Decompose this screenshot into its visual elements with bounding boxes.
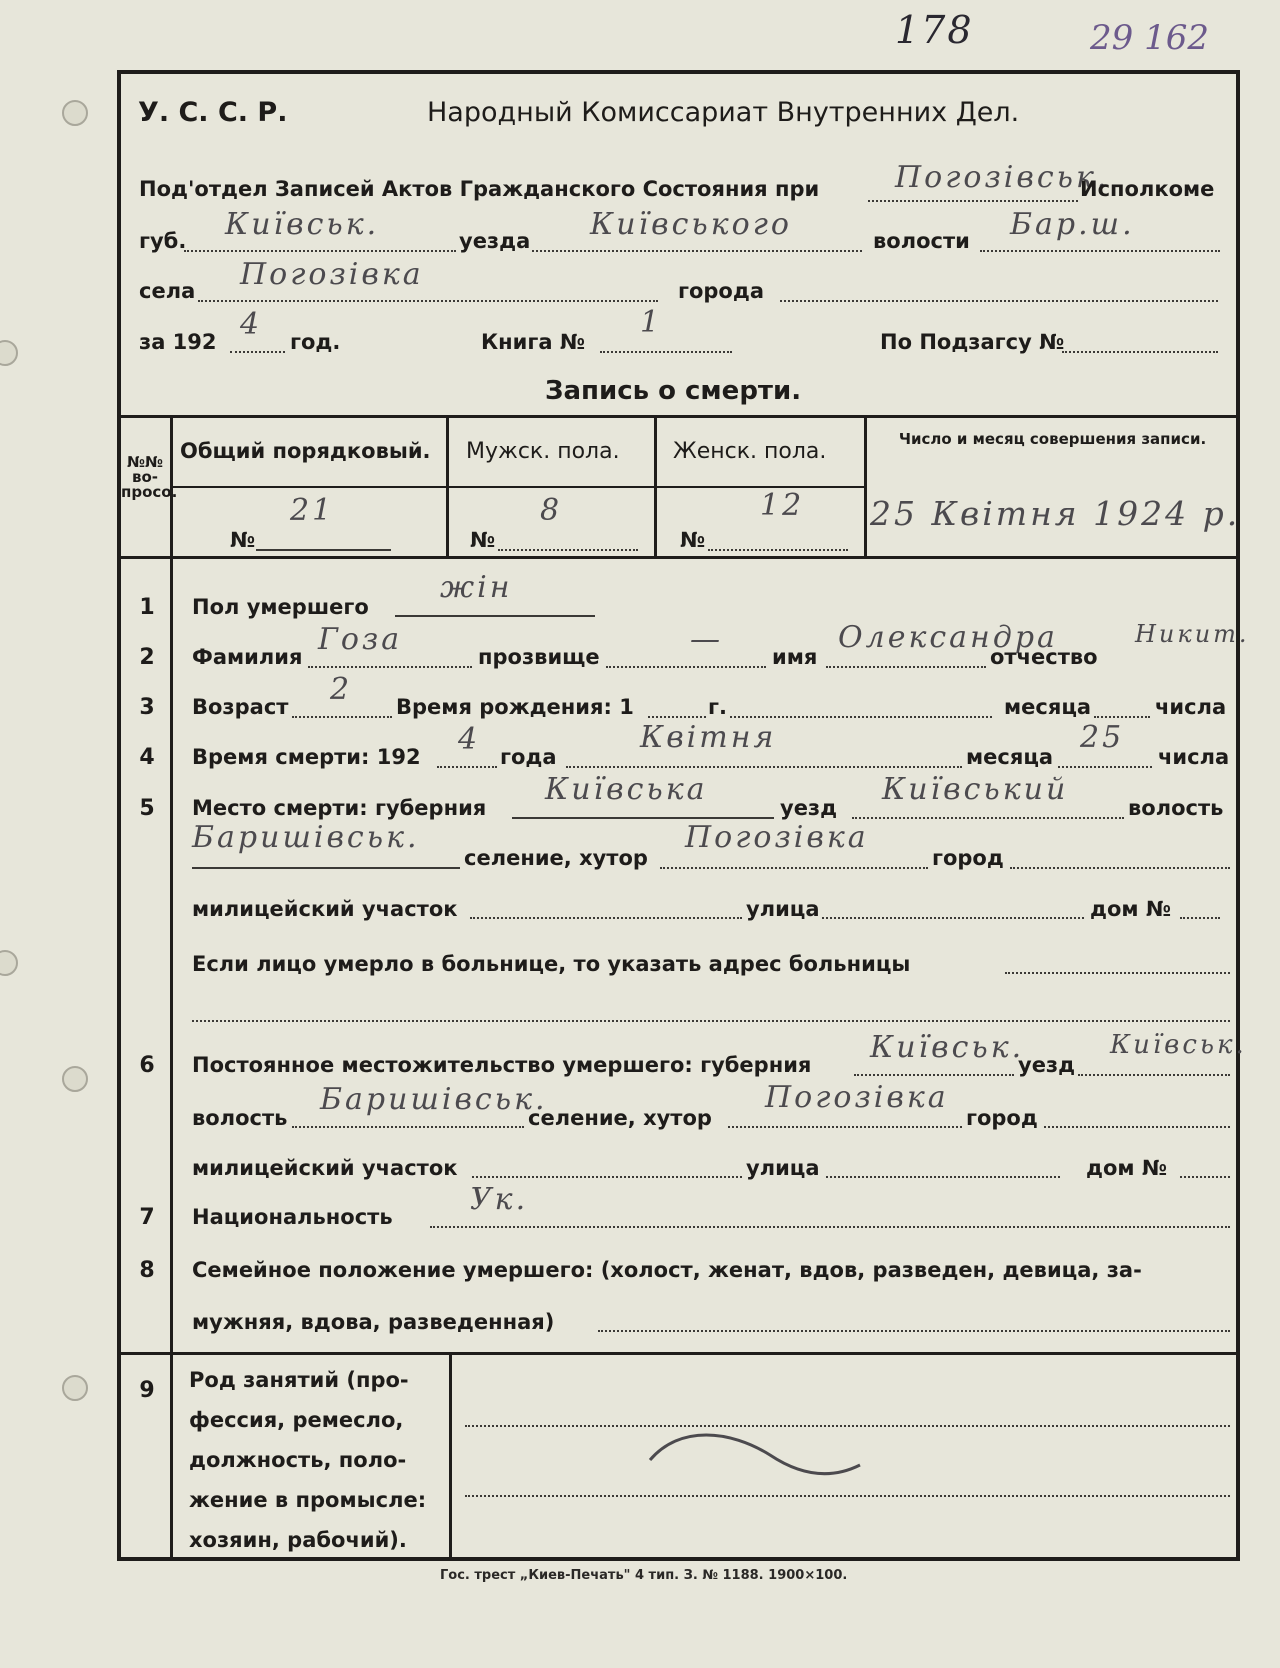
death-house-label: дом № (1090, 897, 1172, 921)
death-day-line (1058, 766, 1152, 768)
volost-line (980, 250, 1220, 252)
occupation-label-3: должность, поло- (189, 1448, 407, 1472)
hospital-line (1005, 972, 1230, 974)
female-number-line (708, 549, 848, 551)
death-month-line (566, 766, 962, 768)
book-label: Книга № (481, 330, 586, 354)
general-number-value: 21 (290, 493, 335, 528)
year-value: 4 (240, 307, 263, 342)
book-value: 1 (640, 305, 663, 340)
row-number: 8 (139, 1258, 155, 1283)
patronymic-value: Никит. (1135, 620, 1250, 648)
gorod-line (780, 300, 1218, 302)
record-title: Запись о смерти. (545, 376, 802, 406)
subreg-line (1062, 351, 1218, 353)
surname-label: Фамилия (192, 645, 303, 669)
uezd-label: уезда (459, 229, 531, 253)
residence-street-line (826, 1176, 1060, 1178)
nickname-label: прозвище (478, 645, 600, 669)
occupation-label-5: хозяин, рабочий). (189, 1528, 407, 1552)
residence-house-label: дом № (1086, 1156, 1168, 1180)
nationality-value: Ук. (470, 1182, 529, 1217)
death-year-line (437, 766, 497, 768)
gub-value: Київськ. (225, 207, 380, 242)
marital-line (598, 1330, 1230, 1332)
occupation-label-1: Род занятий (про- (189, 1368, 409, 1392)
uezd-value: Київського (590, 207, 792, 242)
age-value: 2 (330, 672, 353, 707)
subdepartment-line (868, 200, 1078, 202)
death-gorod-line (1010, 867, 1230, 869)
row-number: 7 (139, 1205, 155, 1230)
residence-volost-value: Баришівськ. (320, 1082, 548, 1117)
record-date-value: 25 Квітня 1924 р. (870, 494, 1241, 533)
residence-gub-value: Київськ. (870, 1030, 1025, 1065)
birth-month-line (730, 716, 992, 718)
commissariat-title: Народный Комиссариат Внутренних Дел. (427, 97, 1020, 128)
year-label: за 192 (139, 330, 217, 354)
male-number-value: 8 (540, 493, 563, 528)
death-day-value: 25 (1080, 720, 1125, 755)
volost-label: волости (873, 229, 970, 253)
row-number: 4 (139, 745, 155, 770)
occupation-label-4: жение в промысле: (189, 1488, 427, 1512)
patronymic-label: отчество (990, 645, 1098, 669)
subdepartment-value: Погозівськ. (895, 160, 1110, 195)
archive-stamp-number: 29 162 (1090, 18, 1209, 58)
residence-gorod-label: город (966, 1106, 1038, 1130)
general-no-sign: № (230, 528, 256, 552)
male-no-sign: № (470, 528, 496, 552)
death-day-label: числа (1158, 745, 1230, 769)
death-uezd-line (852, 817, 1124, 819)
death-gub-value: Київська (545, 772, 708, 807)
death-uezd-label: уезд (780, 796, 838, 820)
binder-hole (62, 100, 88, 126)
gub-line (184, 250, 456, 252)
residence-gub-line (854, 1074, 1014, 1076)
residence-militia-line (472, 1176, 742, 1178)
row-number: 5 (139, 796, 155, 821)
female-header: Женск. пола. (673, 439, 827, 464)
row-number: 3 (139, 695, 155, 720)
death-selo-label: селение, хутор (464, 846, 648, 870)
date-header: Число и месяц совершения записи. (898, 430, 1207, 448)
uezd-line (532, 250, 862, 252)
binder-hole (62, 1375, 88, 1401)
sex-label: Пол умершего (192, 595, 369, 619)
residence-volost-label: волость (192, 1106, 288, 1130)
row-number: 1 (139, 595, 155, 620)
nationality-line (430, 1226, 1230, 1228)
subdepartment-label: Под'отдел Записей Актов Гражданского Состояния при (139, 177, 820, 201)
death-volost-line (192, 867, 460, 869)
residence-label: Постоянное местожительство умершего: губерния (192, 1053, 812, 1077)
death-street-label: улица (746, 897, 820, 921)
death-time-label: Время смерти: 192 (192, 745, 421, 769)
male-header: Мужск. пола. (466, 439, 620, 464)
residence-gorod-line (1044, 1126, 1230, 1128)
residence-militia-label: милицейский участок (192, 1156, 458, 1180)
age-line (292, 716, 392, 718)
residence-selo-value: Погозівка (765, 1080, 949, 1115)
name-label: имя (772, 645, 818, 669)
volost-value: Бар.ш. (1010, 207, 1135, 242)
female-no-sign: № (680, 528, 706, 552)
death-volost-label: волость (1128, 796, 1224, 820)
death-volost-value: Баришівськ. (192, 820, 420, 855)
row-number: 9 (139, 1378, 155, 1403)
hospital-line-2 (192, 1020, 1230, 1022)
hospital-label: Если лицо умерло в больнице, то указать адрес больницы (192, 952, 911, 976)
death-gub-line (512, 817, 774, 819)
birth-label: Время рождения: 1 (396, 695, 634, 719)
sex-line (395, 615, 595, 617)
death-selo-value: Погозівка (685, 820, 869, 855)
selo-line (198, 300, 658, 302)
death-selo-line (660, 867, 928, 869)
residence-selo-label: селение, хутор (528, 1106, 712, 1130)
selo-label: села (139, 279, 196, 303)
death-month-label: месяца (966, 745, 1054, 769)
nickname-value: — (690, 622, 723, 657)
selo-value: Погозівка (240, 257, 424, 292)
name-value: Олександра (838, 620, 1058, 655)
general-number-header: Общий порядковый. (180, 439, 431, 463)
death-militia-line (470, 917, 742, 919)
death-house-line (1180, 917, 1220, 919)
death-month-value: Квітня (640, 720, 777, 755)
male-number-line (498, 549, 638, 551)
row-number: 6 (139, 1053, 155, 1078)
sex-value: жін (440, 570, 513, 605)
marital-label-continued: мужняя, вдова, разведенная) (192, 1310, 555, 1334)
age-label: Возраст (192, 695, 289, 719)
occupation-column-rule (449, 1355, 452, 1561)
binder-hole (62, 1066, 88, 1092)
surname-value: Гоза (318, 622, 403, 657)
book-line (600, 351, 732, 353)
name-line (826, 666, 986, 668)
marital-label: Семейное положение умершего: (холост, женат, вдов, разведен, девица, за- (192, 1258, 1142, 1282)
row-number: 2 (139, 645, 155, 670)
birth-day-label: числа (1155, 695, 1227, 719)
death-gorod-label: город (932, 846, 1004, 870)
binder-hole (0, 340, 18, 366)
female-number-value: 12 (760, 488, 805, 523)
birth-day-line (1094, 716, 1150, 718)
residence-uezd-value: Київськ. (1110, 1030, 1247, 1060)
residence-volost-line (292, 1126, 524, 1128)
gorod-label: города (678, 279, 764, 303)
residence-house-line (1180, 1176, 1230, 1178)
occupation-dash-scribble (640, 1420, 870, 1490)
question-number-column-rule (170, 418, 173, 1561)
residence-street-label: улица (746, 1156, 820, 1180)
archive-page-number: 178 (895, 8, 974, 52)
birth-year-line (648, 716, 706, 718)
column-rule (864, 418, 867, 556)
republic-title: У. С. С. Р. (138, 97, 288, 128)
death-uezd-value: Київський (882, 772, 1069, 807)
death-year-suffix: года (500, 745, 557, 769)
year-line (230, 351, 285, 353)
table-header-bottom-rule (117, 556, 1240, 559)
death-militia-label: милицейский участок (192, 897, 458, 921)
birth-year-suffix: г. (708, 695, 727, 719)
table-top-rule (117, 415, 1240, 418)
nickname-line (606, 666, 766, 668)
residence-uezd-label: уезд (1018, 1053, 1076, 1077)
year-suffix: год. (290, 330, 341, 354)
occupation-top-rule (117, 1352, 1240, 1355)
death-street-line (822, 917, 1084, 919)
questions-header: №№ во-просо. (121, 453, 178, 501)
birth-month-label: месяца (1004, 695, 1092, 719)
death-place-label: Место смерти: губерния (192, 796, 487, 820)
binder-hole (0, 950, 18, 976)
printer-imprint: Гос. трест „Киев-Печать" 4 тип. З. № 1188. 1900×100. (440, 1568, 848, 1583)
occupation-label-2: фессия, ремесло, (189, 1408, 404, 1432)
occupation-line (465, 1495, 1230, 1497)
nationality-label: Национальность (192, 1205, 393, 1229)
residence-uezd-line (1078, 1074, 1230, 1076)
surname-line (308, 666, 472, 668)
general-number-line (256, 549, 391, 551)
death-year-value: 4 (458, 722, 481, 757)
executive-label: Исполкоме (1080, 177, 1215, 201)
residence-selo-line (728, 1126, 962, 1128)
subreg-label: По Подзагсу № (880, 330, 1065, 354)
gub-label: губ. (139, 229, 187, 253)
